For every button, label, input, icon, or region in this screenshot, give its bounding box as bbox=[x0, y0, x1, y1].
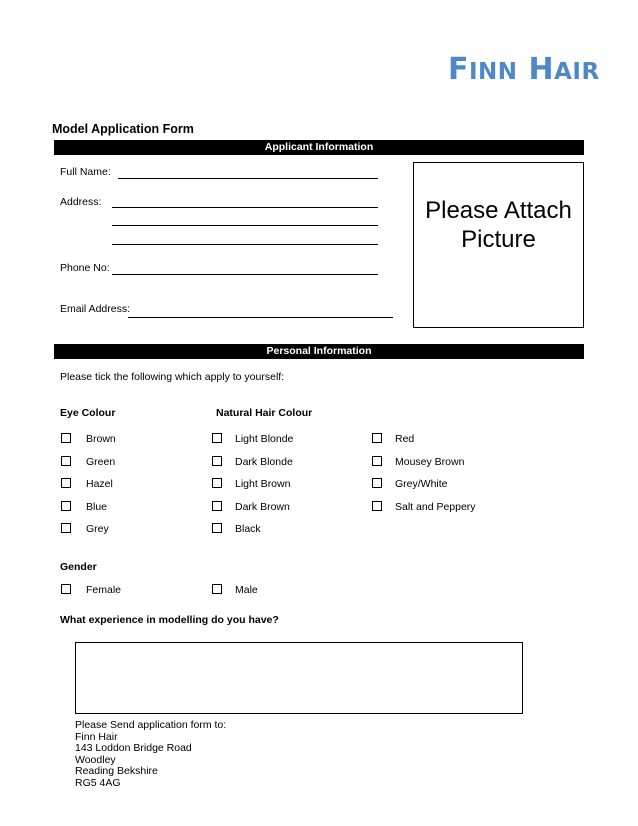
email-label: Email Address: bbox=[60, 303, 131, 315]
eye-green-label: Green bbox=[86, 456, 116, 468]
eye-grey-checkbox[interactable] bbox=[61, 523, 71, 533]
full-name-field[interactable] bbox=[118, 178, 378, 179]
hair-mousey-brown-label: Mousey Brown bbox=[395, 456, 465, 468]
hair-dark-blonde-label: Dark Blonde bbox=[235, 456, 293, 468]
hair-black-label: Black bbox=[235, 523, 261, 535]
hair-light-blonde-checkbox[interactable] bbox=[212, 433, 222, 443]
experience-textarea[interactable] bbox=[75, 642, 523, 714]
eye-green-checkbox[interactable] bbox=[61, 456, 71, 466]
photo-attach-text: Please Attach Picture bbox=[425, 197, 572, 253]
send-to-line: Reading Bekshire bbox=[75, 765, 158, 778]
full-name-label: Full Name: bbox=[60, 166, 111, 178]
photo-attach-box[interactable] bbox=[413, 162, 584, 328]
send-to-intro: Please Send application form to: bbox=[75, 719, 227, 731]
hair-salt-pepper-label: Salt and Peppery bbox=[395, 501, 476, 513]
eye-hazel-checkbox[interactable] bbox=[61, 478, 71, 488]
send-to-line: Woodley bbox=[75, 753, 116, 766]
address-label: Address: bbox=[60, 196, 102, 208]
phone-label: Phone No: bbox=[60, 262, 110, 274]
eye-blue-checkbox[interactable] bbox=[61, 501, 71, 511]
logo-rest-air: AIR bbox=[554, 59, 600, 85]
hair-light-blonde-label: Light Blonde bbox=[235, 433, 294, 445]
eye-colour-heading: Eye Colour bbox=[60, 407, 116, 419]
send-to-line: 143 Loddon Bridge Road bbox=[75, 742, 192, 755]
send-to-line: Finn Hair bbox=[75, 730, 118, 743]
address-field-line-1[interactable] bbox=[112, 207, 378, 208]
hair-light-brown-label: Light Brown bbox=[235, 478, 291, 490]
hair-salt-pepper-checkbox[interactable] bbox=[372, 501, 382, 511]
hair-red-label: Red bbox=[395, 433, 415, 445]
hair-light-brown-checkbox[interactable] bbox=[212, 478, 222, 488]
send-to-line: RG5 4AG bbox=[75, 776, 121, 789]
address-field-line-3[interactable] bbox=[112, 244, 378, 245]
hair-mousey-brown-checkbox[interactable] bbox=[372, 456, 382, 466]
address-field-line-2[interactable] bbox=[112, 225, 378, 226]
gender-heading: Gender bbox=[60, 561, 97, 573]
applicant-info-header: Applicant Information bbox=[54, 140, 584, 155]
hair-black-checkbox[interactable] bbox=[212, 523, 222, 533]
form-title: Model Application Form bbox=[52, 122, 194, 136]
phone-field[interactable] bbox=[112, 274, 378, 275]
hair-red-checkbox[interactable] bbox=[372, 433, 382, 443]
gender-male-label: Male bbox=[235, 584, 258, 596]
logo-cap-f: F bbox=[448, 52, 469, 87]
experience-question: What experience in modelling do you have? bbox=[60, 614, 279, 626]
gender-female-label: Female bbox=[86, 584, 122, 596]
eye-brown-checkbox[interactable] bbox=[61, 433, 71, 443]
hair-dark-brown-checkbox[interactable] bbox=[212, 501, 222, 511]
eye-blue-label: Blue bbox=[86, 501, 108, 513]
hair-dark-brown-label: Dark Brown bbox=[235, 501, 290, 513]
send-to-address bbox=[75, 720, 226, 790]
logo-rest-inn: INN bbox=[469, 59, 518, 85]
personal-info-header: Personal Information bbox=[54, 344, 584, 359]
eye-hazel-label: Hazel bbox=[86, 478, 113, 490]
gender-female-checkbox[interactable] bbox=[61, 584, 71, 594]
hair-grey-white-checkbox[interactable] bbox=[372, 478, 382, 488]
eye-brown-label: Brown bbox=[86, 433, 116, 445]
gender-male-checkbox[interactable] bbox=[212, 584, 222, 594]
hair-dark-blonde-checkbox[interactable] bbox=[212, 456, 222, 466]
email-field[interactable] bbox=[128, 317, 393, 318]
tick-instruction: Please tick the following which apply to yourself: bbox=[60, 371, 285, 383]
hair-colour-heading: Natural Hair Colour bbox=[216, 407, 313, 419]
finn-hair-logo bbox=[448, 52, 600, 87]
hair-grey-white-label: Grey/White bbox=[395, 478, 448, 490]
logo-cap-h: H bbox=[528, 52, 555, 87]
eye-grey-label: Grey bbox=[86, 523, 109, 535]
